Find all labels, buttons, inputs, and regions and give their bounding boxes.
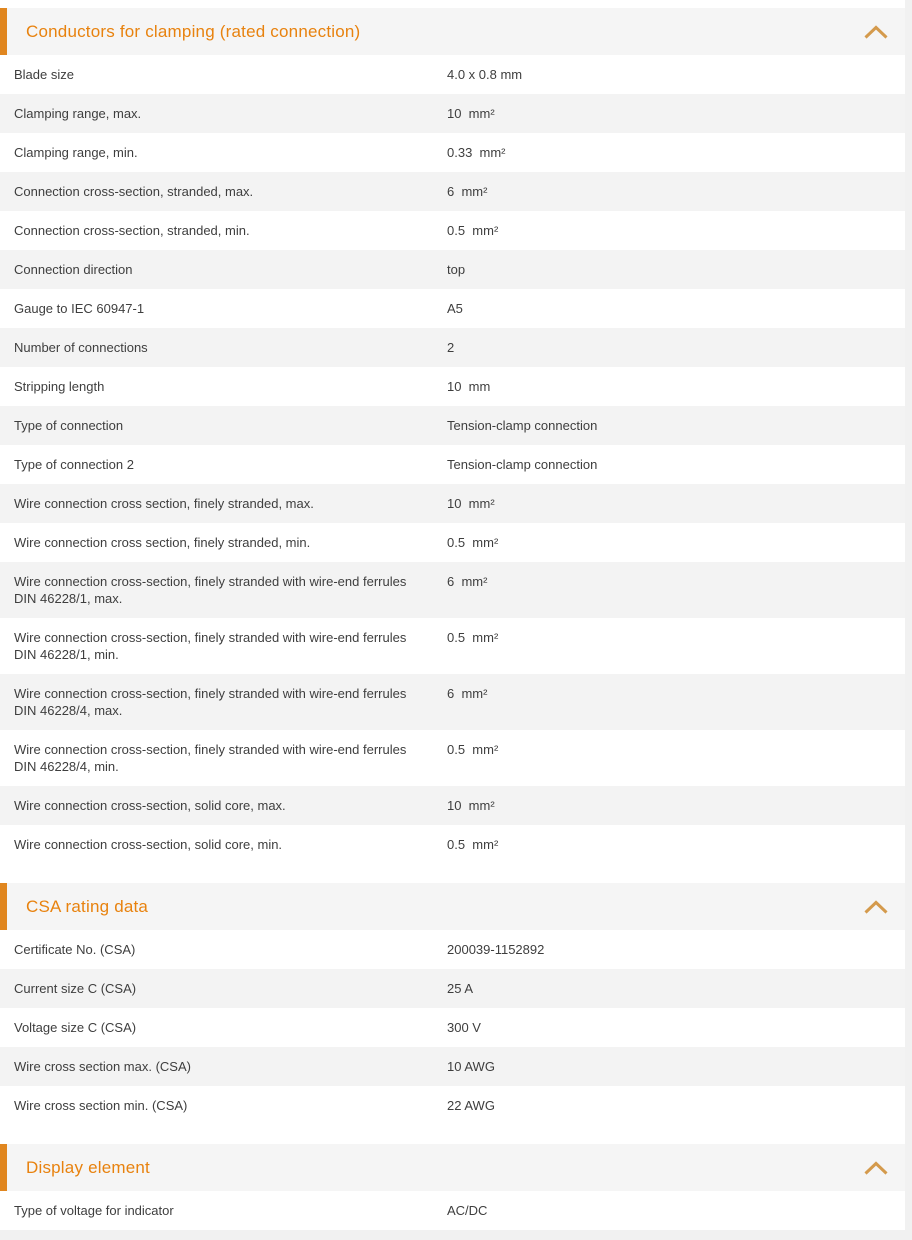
spec-row (0, 445, 905, 484)
spec-row (0, 969, 905, 1008)
spec-row (0, 523, 905, 562)
spec-value: 22 AWG (447, 1098, 495, 1113)
spec-label: Certificate No. (CSA) (14, 942, 136, 957)
spec-row (0, 1047, 905, 1086)
spec-row (0, 94, 905, 133)
section-rows (0, 930, 905, 1125)
spec-label: Connection cross-section, stranded, max. (14, 184, 254, 199)
spec-value: 10 mm² (447, 798, 495, 813)
spec-label: Blade size (14, 67, 74, 82)
spec-label: Wire connection cross-section, solid core, min. (14, 837, 283, 852)
spec-row (0, 1086, 905, 1125)
spec-row (0, 1008, 905, 1047)
spec-row (0, 562, 905, 618)
spec-label: Type of voltage for indicator (14, 1203, 174, 1218)
spec-label: Wire connection cross section, finely stranded, min. (14, 535, 311, 550)
spec-value: 2 (447, 340, 455, 355)
spec-label: Clamping range, min. (14, 145, 138, 160)
spec-value: 10 mm² (447, 106, 495, 121)
spec-row (0, 55, 905, 94)
spec-value: 10 mm (447, 379, 491, 394)
spec-label: Wire connection cross-section, solid core, max. (14, 798, 286, 813)
spec-label: Wire cross section min. (CSA) (14, 1098, 188, 1113)
section-title: Conductors for clamping (rated connection) (26, 21, 361, 41)
spec-row (0, 674, 905, 730)
spec-section (0, 8, 905, 864)
spec-value: 4.0 x 0.8 mm (447, 67, 523, 82)
spec-value: 6 mm² (447, 184, 488, 199)
spec-label: Clamping range, max. (14, 106, 142, 121)
spec-label: Type of connection (14, 418, 124, 433)
spec-label: Wire connection cross-section, finely stranded with wire-end ferrules DIN 46228/4, max. (14, 686, 407, 718)
section-header[interactable] (0, 1144, 905, 1191)
spec-value: top (447, 262, 466, 277)
spec-row (0, 172, 905, 211)
sections-root (0, 8, 905, 1230)
spec-row (0, 618, 905, 674)
spec-label: Wire connection cross-section, finely stranded with wire-end ferrules DIN 46228/1, max. (14, 574, 407, 606)
spec-value: 6 mm² (447, 574, 488, 589)
spec-value: 10 mm² (447, 496, 495, 511)
accent-bar (0, 8, 7, 55)
spec-row (0, 133, 905, 172)
spec-row (0, 930, 905, 969)
section-rows (0, 55, 905, 864)
spec-row (0, 786, 905, 825)
spec-label: Wire connection cross section, finely stranded, max. (14, 496, 314, 511)
spec-label: Gauge to IEC 60947-1 (14, 301, 145, 316)
spec-row (0, 211, 905, 250)
spec-label: Connection direction (14, 262, 133, 277)
spec-row (0, 825, 905, 864)
spec-value: 0.5 mm² (447, 535, 499, 550)
spec-label: Wire cross section max. (CSA) (14, 1059, 191, 1074)
spec-row (0, 484, 905, 523)
spec-row (0, 1191, 905, 1230)
spec-row (0, 367, 905, 406)
spec-value: Tension-clamp connection (447, 418, 598, 433)
chevron-up-icon[interactable] (863, 1160, 889, 1175)
spec-section (0, 1144, 905, 1230)
spec-section (0, 883, 905, 1125)
chevron-up-icon[interactable] (863, 24, 889, 39)
spec-value: 6 mm² (447, 686, 488, 701)
spec-value: AC/DC (447, 1203, 488, 1218)
spec-row (0, 730, 905, 786)
spec-label: Voltage size C (CSA) (14, 1020, 137, 1035)
spec-value: 0.33 mm² (447, 145, 506, 160)
spec-label: Connection cross-section, stranded, min. (14, 223, 250, 238)
spec-label: Wire connection cross-section, finely stranded with wire-end ferrules DIN 46228/1, min. (14, 630, 407, 662)
section-header[interactable] (0, 8, 905, 55)
spec-value: 25 A (447, 981, 474, 996)
spec-row (0, 289, 905, 328)
section-title: Display element (26, 1157, 150, 1177)
spec-label: Wire connection cross-section, finely stranded with wire-end ferrules DIN 46228/4, min. (14, 742, 407, 774)
spec-value: 10 AWG (447, 1059, 495, 1074)
spec-row (0, 250, 905, 289)
spec-value: 300 V (447, 1020, 481, 1035)
section-header[interactable] (0, 883, 905, 930)
spec-label: Stripping length (14, 379, 105, 394)
spec-label: Type of connection 2 (14, 457, 134, 472)
spec-row (0, 406, 905, 445)
spec-value: 0.5 mm² (447, 223, 499, 238)
spec-value: 200039-1152892 (447, 942, 545, 957)
spec-label: Number of connections (14, 340, 148, 355)
accent-bar (0, 883, 7, 930)
spec-value: 0.5 mm² (447, 837, 499, 852)
spec-value: 0.5 mm² (447, 630, 499, 645)
spec-row (0, 328, 905, 367)
section-title: CSA rating data (26, 896, 149, 916)
accent-bar (0, 1144, 7, 1191)
section-rows (0, 1191, 905, 1230)
chevron-up-icon[interactable] (863, 899, 889, 914)
spec-value: 0.5 mm² (447, 742, 499, 757)
spec-label: Current size C (CSA) (14, 981, 137, 996)
spec-value: A5 (447, 301, 463, 316)
spec-value: Tension-clamp connection (447, 457, 598, 472)
